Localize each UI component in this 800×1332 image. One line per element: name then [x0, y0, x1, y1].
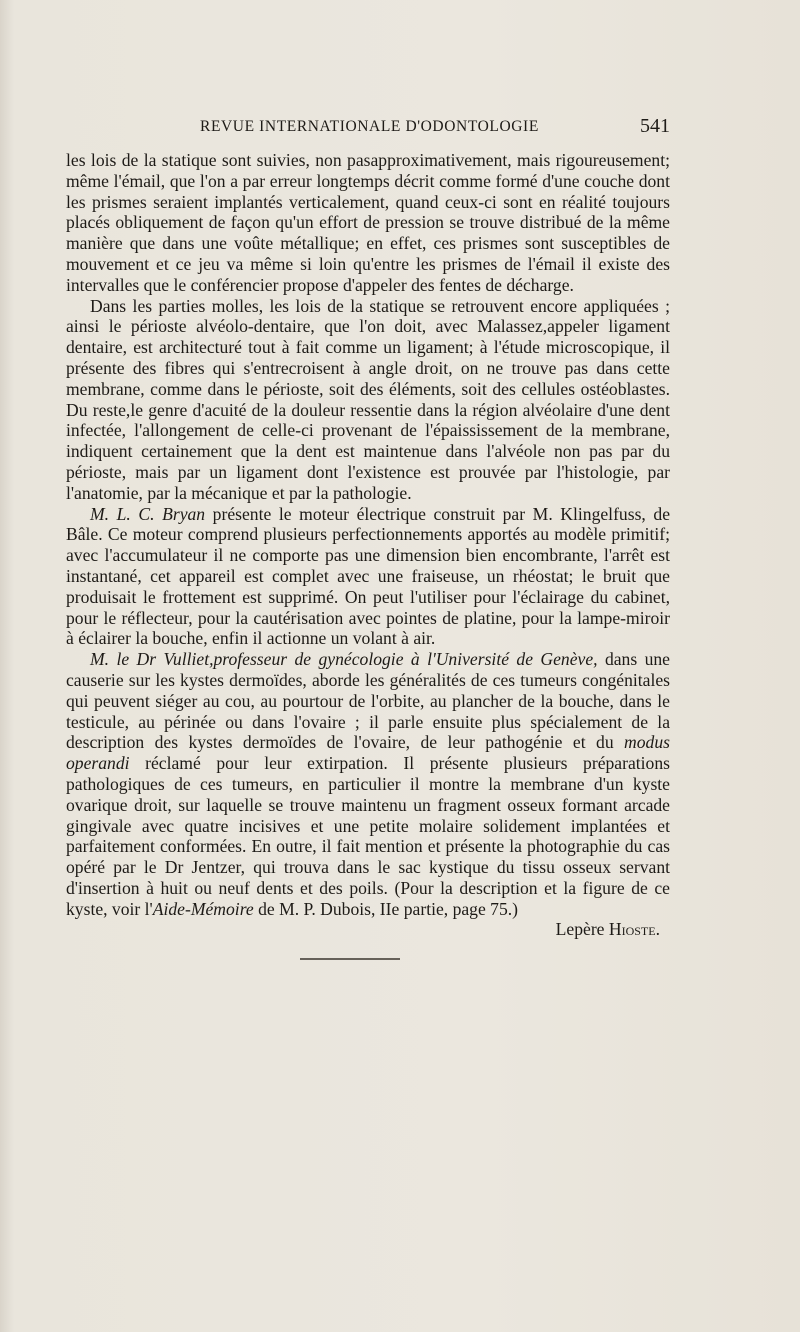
paragraph-4 [66, 649, 670, 919]
reference-title: Aide-Mémoire [152, 898, 254, 919]
speaker-name-bryan: M. L. C. Bryan [90, 503, 206, 524]
closing-rule [300, 958, 400, 960]
paragraph-2 [66, 296, 670, 504]
speaker-name-vulliet: M. le Dr Vulliet,professeur de gynécologie à l'Université de Genève, [90, 649, 598, 670]
paragraph-3 [66, 504, 670, 650]
paragraph-3-text: présente le moteur électrique construit par M. Klingelfuss, de Bâle. Ce moteur comprend plusieurs perfectionnements apportés au modèle primitif; avec l'accumulateur il ne comporte pas une dimension bien encombrante, l'arrêt est instantané, cet appareil est complet avec une fraiseuse, un rhéostat; le bruit que produisait le frottement est supprimé. On peut l'utiliser pour l'éclairage du cabinet, pour le réflecteur, pour la cautérisation avec pointes de platine, pour la lampe-miroir à éclairer la bouche, enfin il actionne un volant à air. [66, 503, 671, 649]
paragraph-1 [66, 150, 670, 296]
signature-surname: Hioste. [608, 919, 660, 940]
page-number: 541 [640, 115, 670, 137]
paragraph-4-text-b: réclamé pour leur extirpation. Il présente plusieurs préparations pathologiques de ces tumeurs, en particulier il montre la membrane d'un kyste ovarique droit, sur laquelle se trouve maintenu un fragment osseux formant arcade gingivale avec quatre incisives et une petite molaire solidement implantées et parfaitement conformées. En outre, il fait mention et présente la photographie du cas opéré par le Dr Jentzer, qui trouva dans le sac kystique du tissu osseux servant d'insertion à huit ou neuf dents et des poils. (Pour la description et la figure de ce kyste, voir l' [66, 753, 670, 919]
running-head: REVUE INTERNATIONALE D'ODONTOLOGIE [200, 118, 539, 135]
paragraph-2-text: Dans les parties molles, les lois de la statique se retrouvent encore appliquées ; ainsi le périoste alvéolo-dentaire, que l'on doit, avec Malassez,appeler ligament dentaire, est architecturé tout à fait comme un ligament; à l'étude microscopique, il présente des fibres qui s'entrecroisent à angle droit, on ne trouve pas dans cette membrane, comme dans le périoste, soit des éléments, soit des cellules ostéoblastes. Du reste,le genre d'acuité de la douleur ressentie dans la région alvéolaire d'une dent infectée, l'allongement de celle-ci provenant de l'épaississement de la membrane, indiquent certainement que la dent est maintenue dans l'alvéole non pas par du périoste, mais par un ligament dont l'existence est prouvée par l'histologie, par l'anatomie, par la mécanique et par la pathologie. [66, 295, 670, 503]
latin-phrase: modus operandi [66, 732, 670, 774]
body-text [66, 150, 670, 940]
page-header [66, 115, 670, 142]
paragraph-4-text-a: dans une causerie sur les kystes dermoïdes, aborde les généralités de ces tumeurs congénitales qui peuvent siéger au cou, au pourtour de l'orbite, au plancher de la bouche, dans le testicule, au périnée ou dans l'ovaire ; il parle ensuite plus spécialement de la description des kystes dermoïdes de l'ovaire, de leur pathogénie et du [66, 649, 670, 753]
signature-name: Lepère [555, 919, 609, 940]
paragraph-1-text: les lois de la statique sont suivies, non pasapproximativement, mais rigoureusement; même l'émail, que l'on a par erreur longtemps décrit comme formé d'une couche dont les prismes seraient implantés verticalement, quand ceux-ci sont en réalité toujours placés obliquement de façon qu'un effort de pression se trouve distribué de la même manière que dans une voûte métallique; en effet, ces prismes sont susceptibles de mouvement et ce jeu va même si loin qu'entre les prismes de l'émail il existe des intervalles que le conférencier propose d'appeler des fentes de décharge. [66, 150, 670, 295]
signature [66, 919, 670, 940]
paragraph-4-text-c: de M. P. Dubois, IIe partie, page 75.) [253, 898, 519, 919]
